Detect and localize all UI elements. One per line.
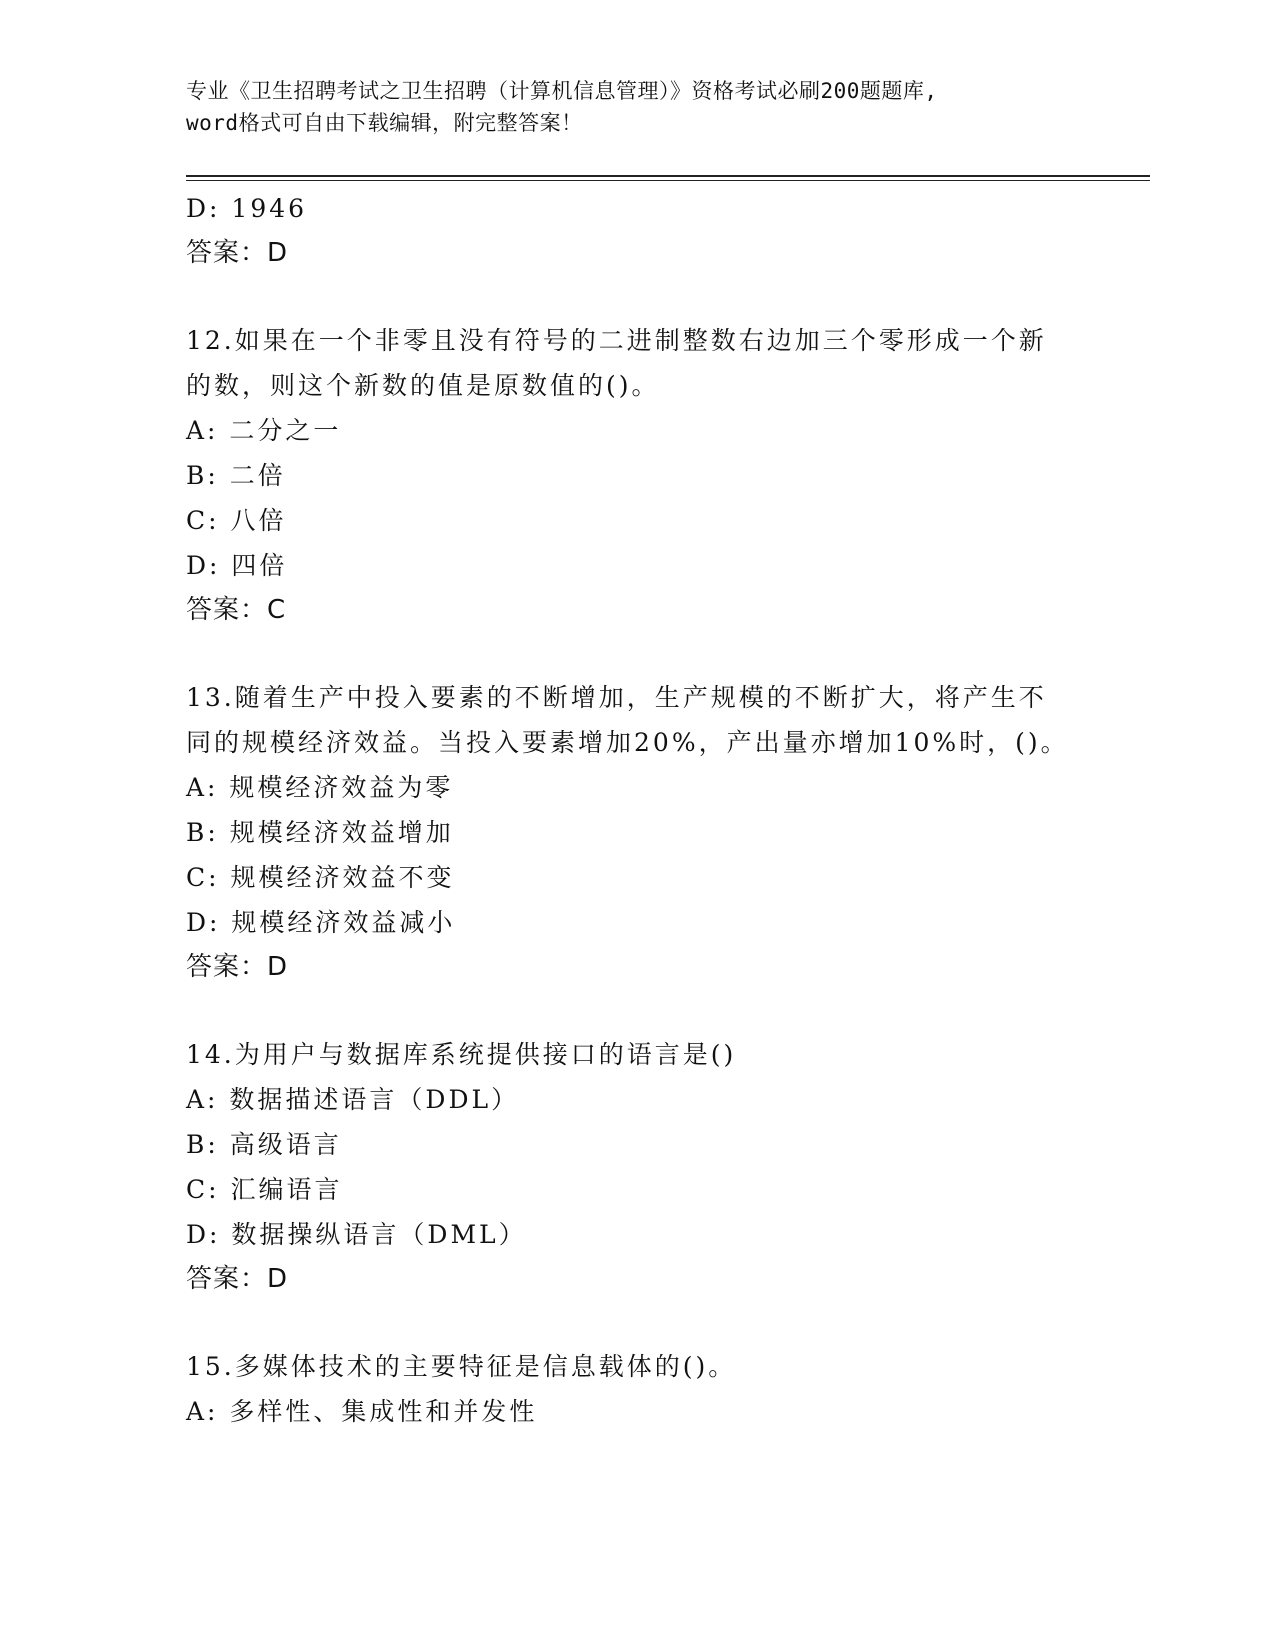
question-12 bbox=[186, 318, 1086, 633]
option-b: B: 二倍 bbox=[186, 461, 286, 490]
option-b: B: 高级语言 bbox=[186, 1130, 342, 1159]
option-b: B: 规模经济效益增加 bbox=[186, 818, 454, 847]
answer-line: 答案：D bbox=[186, 238, 289, 268]
option-c: C: 八倍 bbox=[186, 506, 287, 535]
option-a: A: 规模经济效益为零 bbox=[186, 773, 454, 802]
answer-line: 答案：D bbox=[186, 952, 289, 982]
question-13 bbox=[186, 675, 1086, 990]
spacer bbox=[186, 990, 1086, 1032]
option-d: D: 1946 bbox=[186, 194, 308, 223]
answer-line: 答案：C bbox=[186, 595, 287, 625]
answer-line: 答案：D bbox=[186, 1264, 289, 1294]
question-stem-line-1: 12.如果在一个非零且没有符号的二进制整数右边加三个零形成一个新 bbox=[186, 326, 1047, 355]
option-c: C: 规模经济效益不变 bbox=[186, 863, 455, 892]
option-a: A: 二分之一 bbox=[186, 416, 342, 445]
option-d: D: 四倍 bbox=[186, 551, 288, 580]
question-stem-line-1: 14.为用户与数据库系统提供接口的语言是() bbox=[186, 1040, 737, 1069]
header-divider-thin bbox=[186, 180, 1150, 181]
question-stem-line-1: 15.多媒体技术的主要特征是信息载体的()。 bbox=[186, 1352, 737, 1381]
spacer bbox=[186, 1302, 1086, 1344]
header-divider-thick bbox=[186, 175, 1150, 177]
option-d: D: 数据操纵语言（DML） bbox=[186, 1220, 527, 1249]
option-c: C: 汇编语言 bbox=[186, 1175, 343, 1204]
question-stem-line-1: 13.随着生产中投入要素的不断增加，生产规模的不断扩大，将产生不 bbox=[186, 683, 1047, 712]
question-stem-line-2: 同的规模经济效益。当投入要素增加20%，产出量亦增加10%时，()。 bbox=[186, 728, 1069, 757]
option-a: A: 数据描述语言（DDL） bbox=[186, 1085, 520, 1114]
spacer bbox=[186, 276, 1086, 318]
question-14 bbox=[186, 1032, 1086, 1302]
question-list bbox=[186, 186, 1086, 1434]
option-d: D: 规模经济效益减小 bbox=[186, 908, 456, 937]
spacer bbox=[186, 633, 1086, 675]
document-header bbox=[186, 75, 1066, 139]
previous-question-tail bbox=[186, 186, 1086, 276]
header-title-line-1: 专业《卫生招聘考试之卫生招聘（计算机信息管理）》资格考试必刷200题题库, bbox=[186, 79, 938, 103]
option-a: A: 多样性、集成性和并发性 bbox=[186, 1397, 538, 1426]
header-title-line-2: word格式可自由下载编辑，附完整答案！ bbox=[186, 111, 583, 135]
question-stem-line-2: 的数，则这个新数的值是原数值的()。 bbox=[186, 371, 660, 400]
question-15 bbox=[186, 1344, 1086, 1434]
